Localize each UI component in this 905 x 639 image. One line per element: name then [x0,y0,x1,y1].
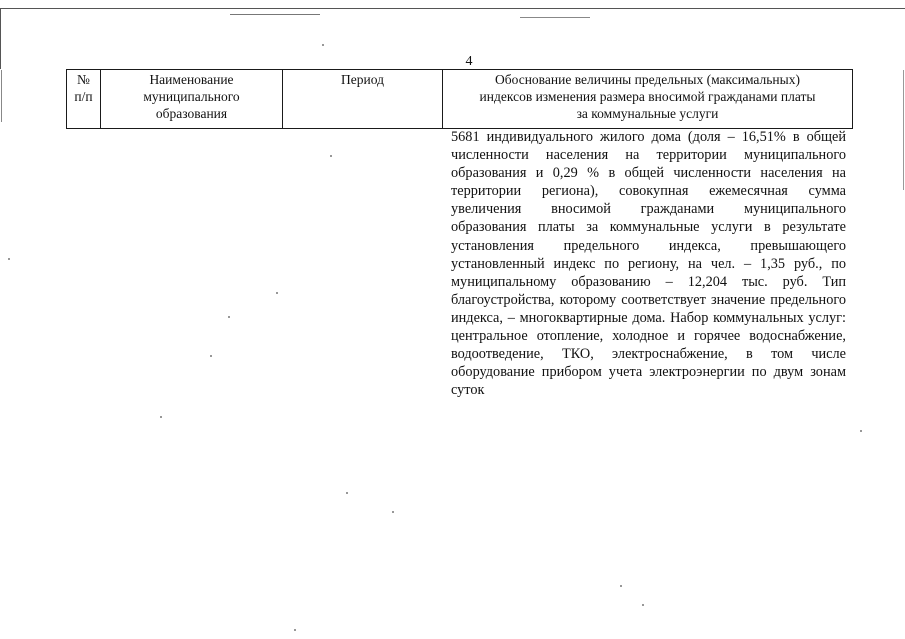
header-period-label: Период [341,72,384,87]
scan-speck [8,258,10,260]
scan-speck [620,585,622,587]
scan-speck [346,492,348,494]
scan-speck [642,604,644,606]
header-table [66,69,853,129]
scan-edge-top-dash-2 [520,17,590,18]
scan-edge-top [0,8,905,9]
header-cell-number [67,70,101,129]
header-justification-label: Обоснование величины предельных (максимальных) индексов изменения размера вносимой гражданами платы за коммунальные услуги [479,72,816,121]
scan-speck [322,44,324,46]
page-number: 4 [465,54,473,69]
scan-speck [210,355,212,357]
scan-edge-left [0,9,1,69]
justification-text: 5681 индивидуального жилого дома (доля – 16,51% в общей численности населения на территории муниципального образования и 0,29 % в общей численности населения на территории региона), совокупная ежемесячная сумма увеличения вносимой гражданами муниципального образования платы за коммунальные услуги в результате установления предельного индекса, превышающего установленный индекс по региону, на чел. – 1,35 руб., по муниципальному образованию – 12,204 тыс. руб. Тип благоустройства, которому соответствует значение предельного индекса, – многоквартирные дома. Набор коммунальных услуг: центральное отопление, холодное и горячее водоснабжение, водоотведение, ТКО, электроснабжение, в том числе оборудование прибором учета электроэнергии по двум зонам суток [451,129,846,399]
scan-speck [294,629,296,631]
scan-speck [330,155,332,157]
header-cell-period [283,70,443,129]
header-municipality-label: Наименование муниципального образования [143,72,240,121]
scan-speck [228,316,230,318]
header-number-label: № п/п [74,72,93,104]
scan-edge-top-dash-1 [230,14,320,15]
header-cell-municipality [101,70,283,129]
header-cell-justification [443,70,853,129]
scan-edge-left-lower [1,70,2,122]
scan-speck [392,511,394,513]
scan-speck [160,416,162,418]
scan-speck [276,292,278,294]
scan-edge-right [903,70,904,190]
scan-speck [860,430,862,432]
header-row [67,70,853,129]
